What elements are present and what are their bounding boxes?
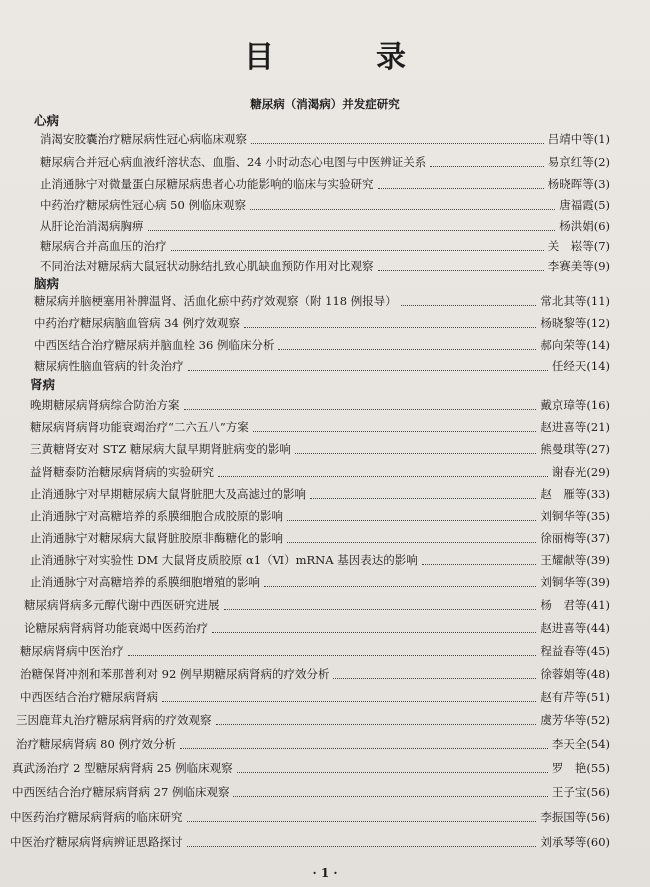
toc-entry — [30, 464, 610, 480]
section-heading: 肾病 — [30, 377, 56, 392]
dot-leader — [287, 542, 536, 543]
toc-entry — [40, 197, 610, 213]
dot-leader — [295, 453, 537, 454]
entry-title: 益肾糖泰防治糖尿病肾病的实验研究 — [30, 465, 214, 479]
toc-entry — [40, 176, 610, 192]
dot-leader — [253, 431, 537, 432]
dot-leader — [264, 586, 536, 587]
dot-leader — [310, 498, 536, 499]
toc-entry — [40, 131, 610, 147]
toc-entry — [30, 552, 610, 568]
entry-author: 赵 雁等(33) — [540, 487, 610, 501]
entry-author: 刘铜华等(35) — [540, 509, 610, 523]
toc-entry — [24, 620, 610, 636]
entry-author: 刘承琴等(60) — [540, 835, 610, 849]
entry-author: 唐福霞(5) — [559, 198, 610, 212]
entry-title: 三黄糖肾安对 STZ 糖尿病大鼠早期肾脏病变的影响 — [30, 442, 291, 456]
entry-title: 不同治法对糖尿病大鼠冠状动脉结扎致心肌缺血预防作用对比观察 — [40, 259, 374, 273]
toc-entry — [40, 154, 610, 170]
toc-entry — [24, 597, 610, 613]
entry-author: 任经天(14) — [551, 359, 610, 373]
toc-entry — [34, 358, 610, 374]
toc-entry — [34, 337, 610, 353]
entry-title: 中西医结合治疗糖尿病并脑血栓 36 例临床分析 — [34, 338, 275, 352]
entry-title: 止消通脉宁对微量蛋白尿糖尿病患者心功能影响的临床与实验研究 — [40, 177, 374, 191]
toc-entry — [10, 834, 610, 850]
entry-author: 熊曼琪等(27) — [540, 442, 610, 456]
entry-title: 糖尿病并脑梗塞用补脾温肾、活血化瘀中药疗效观察（附 118 例报导） — [34, 294, 397, 308]
entry-author: 罗 艳(55) — [551, 761, 610, 775]
dot-leader — [188, 370, 548, 371]
entry-author: 程益春等(45) — [540, 644, 610, 658]
dot-leader — [401, 305, 537, 306]
toc-entry — [30, 574, 610, 590]
entry-title: 中西医结合治疗糖尿病肾病 27 例临床观察 — [12, 785, 230, 799]
dot-leader — [216, 724, 537, 725]
dot-leader — [187, 846, 537, 847]
entry-title: 止消通脉宁对早期糖尿病大鼠肾脏肥大及高滤过的影响 — [30, 487, 306, 501]
entry-title: 糖尿病肾病肾功能衰竭治疗“二六五八”方案 — [30, 420, 249, 434]
entry-title: 中西医结合治疗糖尿病肾病 — [20, 690, 158, 704]
entry-title: 三因鹿茸丸治疗糖尿病肾病的疗效观察 — [16, 713, 212, 727]
entry-title: 真武汤治疗 2 型糖尿病肾病 25 例临床观察 — [12, 761, 233, 775]
entry-title: 止消通脉宁对高糖培养的系膜细胞合成胶原的影响 — [30, 509, 283, 523]
entry-author: 杨洪娟(6) — [559, 219, 610, 233]
dot-leader — [218, 476, 548, 477]
toc-entry — [30, 441, 610, 457]
toc-entry — [16, 736, 610, 752]
entry-author: 杨晓黎等(12) — [540, 316, 610, 330]
toc-entry — [12, 760, 610, 776]
dot-leader — [244, 327, 536, 328]
section-heading: 脑病 — [34, 276, 60, 291]
toc-entry — [16, 712, 610, 728]
entry-title: 糖尿病性脑血管病的针灸治疗 — [34, 359, 184, 373]
page-number: · 1 · — [312, 866, 338, 880]
toc-entry — [12, 784, 610, 800]
section-heading: 心病 — [34, 113, 60, 128]
entry-title: 糖尿病肾病中医治疗 — [20, 644, 124, 658]
dot-leader — [233, 796, 547, 797]
entry-author: 王子宝(56) — [551, 785, 610, 799]
entry-author: 赵有芹等(51) — [540, 690, 610, 704]
toc-entry — [40, 218, 610, 234]
entry-title: 论糖尿病肾病肾功能衰竭中医药治疗 — [24, 621, 208, 635]
entry-title: 中药治疗糖尿病脑血管病 34 例疗效观察 — [34, 316, 240, 330]
dot-leader — [287, 520, 536, 521]
entry-author: 杨 君等(41) — [540, 598, 610, 612]
section-group-title: 糖尿病（消渴病）并发症研究 — [250, 97, 400, 111]
entry-author: 李振国等(56) — [540, 810, 610, 824]
entry-title: 中医治疗糖尿病肾病辨证思路探讨 — [10, 835, 183, 849]
entry-title: 晚期糖尿病肾病综合防治方案 — [30, 398, 180, 412]
entry-author: 徐蓉娟等(48) — [540, 667, 610, 681]
entry-author: 郝向荣等(14) — [540, 338, 610, 352]
entry-author: 虞芳华等(52) — [540, 713, 610, 727]
toc-entry — [34, 293, 610, 309]
entry-author: 王耀献等(39) — [540, 553, 610, 567]
entry-author: 赵进喜等(44) — [540, 621, 610, 635]
entry-author: 关 崧等(7) — [547, 239, 610, 253]
page-title: 目 录 — [244, 40, 442, 75]
entry-author: 戴京璋等(16) — [540, 398, 610, 412]
entry-title: 止消通脉宁对高糖培养的系膜细胞增殖的影响 — [30, 575, 260, 589]
entry-author: 李天全(54) — [551, 737, 610, 751]
entry-author: 谢春光(29) — [551, 465, 610, 479]
dot-leader — [128, 655, 537, 656]
entry-title: 治糖保肾冲剂和苯那普利对 92 例早期糖尿病肾病的疗效分析 — [20, 667, 330, 681]
dot-leader — [171, 250, 544, 251]
dot-leader — [250, 209, 555, 210]
dot-leader — [251, 143, 544, 144]
entry-title: 止消通脉宁对糖尿病大鼠肾脏胶原非酶糖化的影响 — [30, 531, 283, 545]
dot-leader — [162, 701, 536, 702]
dot-leader — [212, 632, 536, 633]
toc-entry — [40, 258, 610, 274]
entry-author: 李赛美等(9) — [547, 259, 610, 273]
toc-entry — [34, 315, 610, 331]
dot-leader — [187, 821, 537, 822]
dot-leader — [378, 188, 544, 189]
entry-title: 糖尿病合并冠心病血液纤溶状态、血脂、24 小时动态心电图与中医辨证关系 — [40, 155, 427, 169]
entry-title: 治疗糖尿病肾病 80 例疗效分析 — [16, 737, 176, 751]
entry-title: 从肝论治消渴病胸痹 — [40, 219, 144, 233]
toc-entry — [30, 486, 610, 502]
dot-leader — [422, 564, 537, 565]
entry-author: 徐丽梅等(37) — [540, 531, 610, 545]
entry-title: 糖尿病合并高血压的治疗 — [40, 239, 167, 253]
toc-entry — [30, 508, 610, 524]
entry-author: 吕靖中等(1) — [547, 132, 610, 146]
toc-entry — [10, 809, 610, 825]
dot-leader — [333, 678, 536, 679]
dot-leader — [148, 230, 556, 231]
toc-entry — [30, 419, 610, 435]
dot-leader — [278, 349, 536, 350]
entry-title: 消渴安胶囊治疗糖尿病性冠心病临床观察 — [40, 132, 247, 146]
entry-title: 中药治疗糖尿病性冠心病 50 例临床观察 — [40, 198, 246, 212]
dot-leader — [378, 270, 544, 271]
dot-leader — [224, 609, 537, 610]
toc-entry — [30, 397, 610, 413]
entry-author: 赵进喜等(21) — [540, 420, 610, 434]
toc-entry — [30, 530, 610, 546]
dot-leader — [430, 166, 543, 167]
toc-entry — [20, 666, 610, 682]
dot-leader — [180, 748, 548, 749]
toc-entry — [40, 238, 610, 254]
toc-entry — [20, 689, 610, 705]
toc-entry — [20, 643, 610, 659]
entry-author: 杨晓晖等(3) — [547, 177, 610, 191]
entry-author: 常北其等(11) — [540, 294, 610, 308]
entry-title: 止消通脉宁对实验性 DM 大鼠肾皮质胶原 α1（Ⅵ）mRNA 基因表达的影响 — [30, 553, 418, 567]
entry-author: 刘铜华等(39) — [540, 575, 610, 589]
entry-title: 中医药治疗糖尿病肾病的临床研究 — [10, 810, 183, 824]
dot-leader — [184, 409, 537, 410]
dot-leader — [237, 772, 548, 773]
entry-author: 易京红等(2) — [547, 155, 610, 169]
entry-title: 糖尿病肾病多元醇代谢中西医研究进展 — [24, 598, 220, 612]
